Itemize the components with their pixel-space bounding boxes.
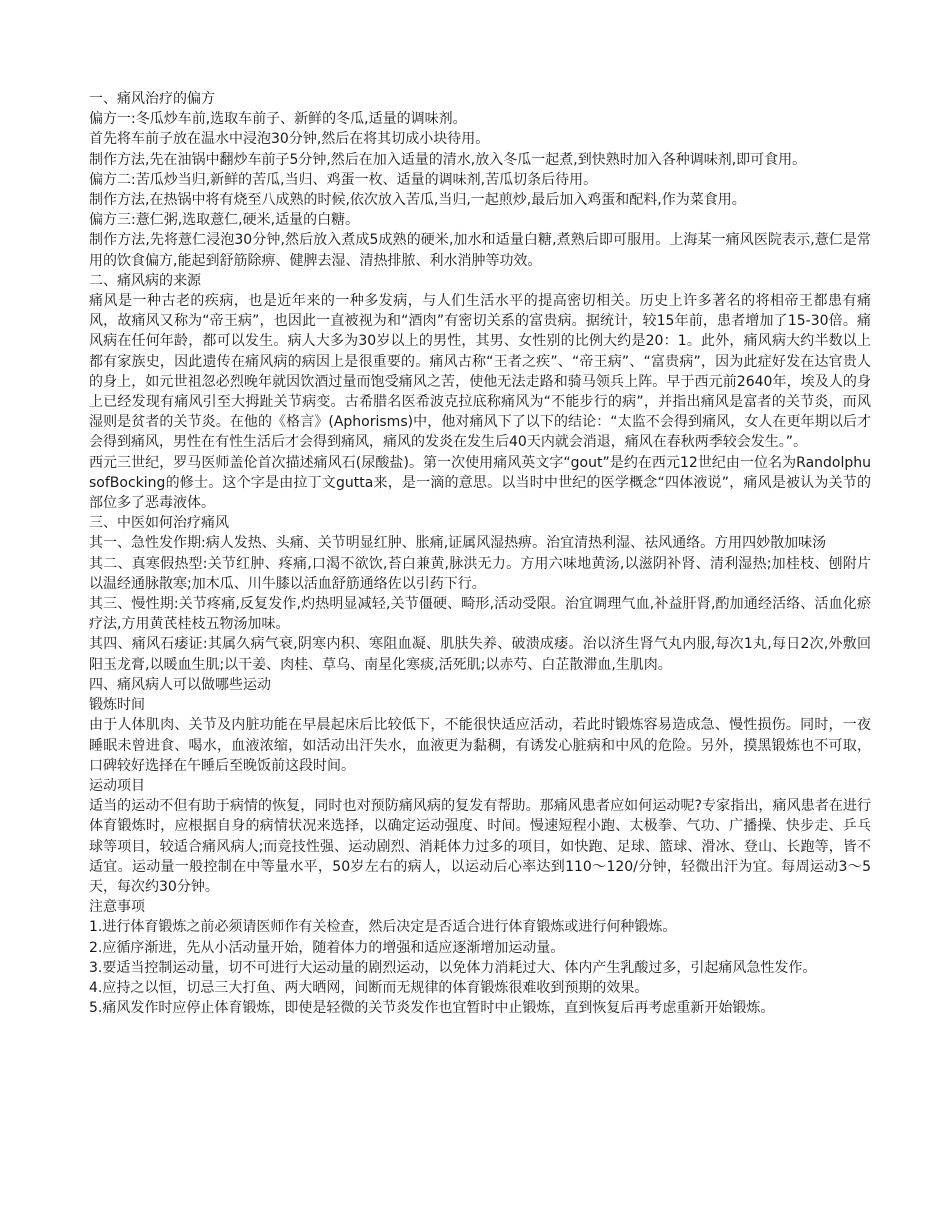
- paragraph: 由于人体肌肉、关节及内脏功能在早晨起床后比较低下，不能很快适应活动，若此时锻炼容易造成急、慢性损伤。同时，一夜睡眠未曾进食、喝水，血液浓缩，如活动出汗失水，血液更为黏稠，有诱发心脏病和中风的危险。另外，摸黑锻炼也不可取，口碑较好选择在午睡后至晚饭前这段时间。: [89, 717, 871, 774]
- section-heading: 一、痛风治疗的偏方: [89, 91, 215, 107]
- paragraph: 痛风是一种古老的疾病，也是近年来的一种多发病，与人们生活水平的提高密切相关。历史上许多著名的将相帝王都患有痛风，故痛风又称为“帝王病”，也因此一直被视为和“酒肉”有密切关系的富贵病。据统计，较15年前，患者增加了15-30倍。痛风病在任何年龄，都可以发生。病人大多为30岁以上的男性，其男、女性别的比例大约是20：1。此外，痛风病大约半数以上都有家族史，因此遗传在痛风病的病因上是很重要的。痛风古称“王者之疾”、“帝王病”、“富贵病”，因为此症好发在达官贵人的身上，如元世祖忽必烈晚年就因饮酒过量而饱受痛风之苦，使他无法走路和骑马领兵上阵。早于西元前2640年，埃及人的身上已经发现有痛风引至大拇趾关节病变。古希腊名医希波克拉底称痛风为“不能步行的病”，并指出痛风是富者的关节炎，而风湿则是贫者的关节炎。在他的《格言》(Aphorisms)中，他对痛风下了以下的结论：“太监不会得到痛风，女人在更年期以后才会得到痛风，男性在有性生活后才会得到痛风，痛风的发炎在发生后40天内就会消退，痛风在春秋两季较会发生。”。: [89, 293, 871, 451]
- paragraph: 偏方二:苦瓜炒当归,新鲜的苦瓜,当归、鸡蛋一枚、适量的调味剂,苦瓜切条后待用。: [89, 171, 598, 188]
- paragraph: 其一、急性发作期:病人发热、头痛、关节明显红肿、胀痛,证属风湿热痹。治宜清热利湿、祛风通络。方用四妙散加味汤: [89, 535, 827, 552]
- note-item: 4.应持之以恒，切忌三大打鱼、两大晒网，间断而无规律的体育锻炼很难收到预期的效果。: [89, 979, 649, 996]
- paragraph: 首先将车前子放在温水中浸泡30分钟,然后在将其切成小块待用。: [89, 131, 490, 148]
- section-heading: 四、痛风病人可以做哪些运动: [89, 676, 271, 693]
- paragraph: 适当的运动不但有助于病情的恢复，同时也对预防痛风病的复发有帮助。那痛风患者应如何运动呢?专家指出，痛风患者在进行体育锻炼时，应根据自身的病情状况来选择，以确定运动强度、时间。慢速短程小跑、太极拳、气功、广播操、快步走、乒乓球等项目，较适合痛风病人;而竞技性强、运动剧烈、消耗体力过多的项目，如快跑、足球、篮球、滑冰、登山、长跑等，皆不适宜。运动量一般控制在中等量水平，50岁左右的病人，以运动后心率达到110～120/分钟，轻微出汗为宜。每周运动3～5天，每次约30分钟。: [89, 798, 871, 895]
- note-item: 5.痛风发作时应停止体育锻炼，即使是轻微的关节炎发作也宜暂时中止锻炼，直到恢复后再考虑重新开始锻炼。: [89, 1000, 775, 1017]
- paragraph: 制作方法,在热锅中将有烧至八成熟的时候,依次放入苦瓜,当归,一起煎炒,最后加入鸡蛋和配料,作为菜食用。: [89, 192, 746, 209]
- paragraph: 偏方三:薏仁粥,选取薏仁,硬米,适量的白糖。: [89, 212, 360, 229]
- paragraph: 西元三世纪，罗马医师盖伦首次描述痛风石(尿酸盐)。第一次使用痛风英文字“gout”是约在西元12世纪由一位名为RandolphusofBocking的修士。这个字是由拉丁文gutta来，是一滴的意思。以当时中世纪的医学概念“四体液说”，痛风是被认为关节的部位多了恶毒液体。: [89, 454, 871, 512]
- paragraph: 其四、痛风石痿证:其属久病气衰,阴寒内积、寒阻血凝、肌肤失养、破溃成痿。治以济生肾气丸内服,每次1丸,每日2次,外敷回阳玉龙膏,以暖血生肌;以干姜、肉桂、草乌、南星化寒痰,活死肌;以赤芍、白芷散滞血,生肌肉。: [89, 636, 871, 673]
- note-item: 3.要适当控制运动量，切不可进行大运动量的剧烈运动，以免体力消耗过大、体内产生乳酸过多，引起痛风急性发作。: [89, 959, 817, 976]
- subheading: 锻炼时间: [89, 697, 145, 714]
- paragraph: 偏方一:冬瓜炒车前,选取车前子、新鲜的冬瓜,适量的调味剂。: [89, 111, 467, 128]
- subheading: 注意事项: [89, 899, 145, 916]
- paragraph: 其二、真寒假热型:关节红肿、疼痛,口渴不欲饮,苔白兼黄,脉洪无力。方用六味地黄汤,以滋阴补肾、清利湿热;加桂枝、刨附片以温经通脉散寒;加木瓜、川牛膝以活血舒筋通络佐以引药下行。: [89, 555, 871, 592]
- document-page: [89, 89, 871, 1018]
- paragraph: 其三、慢性期:关节疼痛,反复发作,灼热明显减轻,关节僵硬、畸形,活动受限。治宜调理气血,补益肝肾,酌加通经活络、活血化瘀疗法,方用黄芪桂枝五物汤加味。: [89, 596, 871, 633]
- paragraph: 制作方法,先在油锅中翻炒车前子5分钟,然后在加入适量的清水,放入冬瓜一起煮,到快熟时加入各种调味剂,即可食用。: [89, 151, 807, 168]
- section-heading: 二、痛风病的来源: [89, 272, 201, 289]
- paragraph: 制作方法,先将薏仁浸泡30分钟,然后放入煮成5成熟的硬米,加水和适量白糖,煮熟后即可服用。上海某一痛风医院表示,薏仁是常用的饮食偏方,能起到舒筋除痹、健脾去湿、清热排脓、利水消肿等功效。: [89, 232, 871, 269]
- note-item: 2.应循序渐进，先从小活动量开始，随着体力的增强和适应逐渐增加运动量。: [89, 939, 565, 956]
- section-heading: 三、中医如何治疗痛风: [89, 515, 229, 532]
- subheading: 运动项目: [89, 777, 145, 794]
- note-item: 1.进行体育锻炼之前必须请医师作有关检查，然后决定是否适合进行体育锻炼或进行何种锻炼。: [89, 919, 677, 936]
